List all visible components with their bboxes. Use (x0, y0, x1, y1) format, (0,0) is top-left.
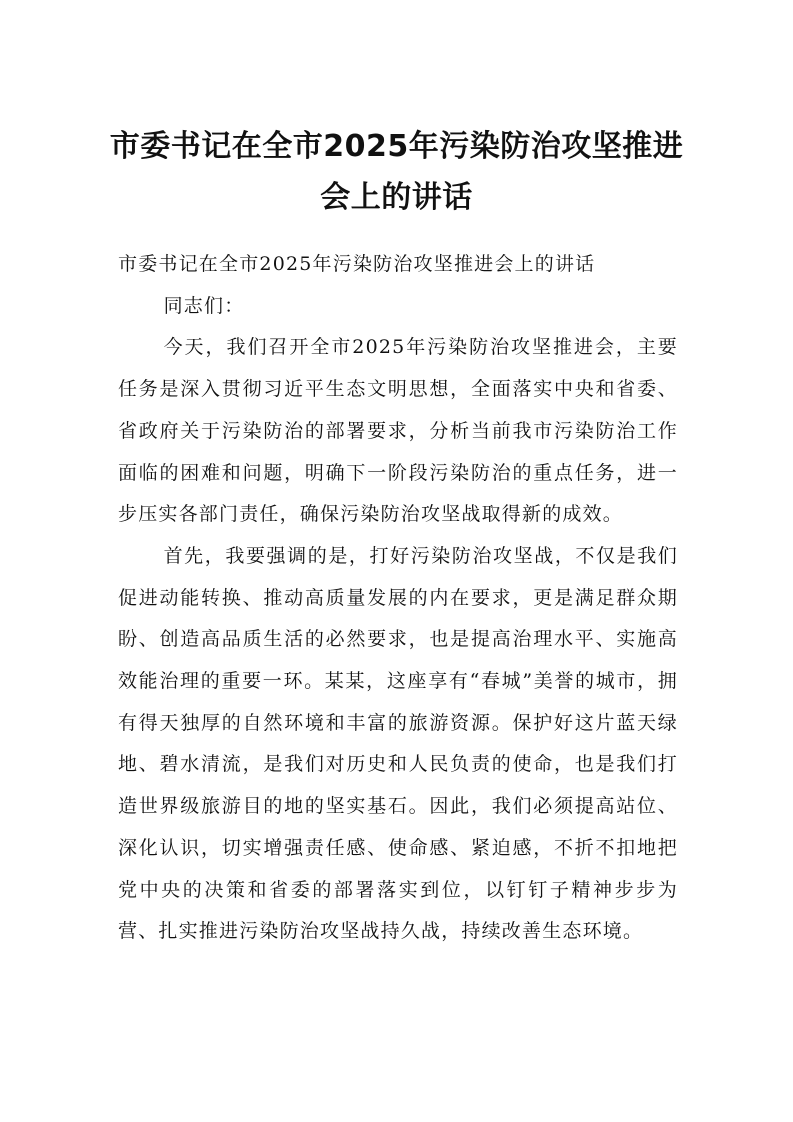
page-title-line-2: 会上的讲话 (320, 180, 473, 215)
subtitle-paragraph: 市委书记在全市2025年污染防治攻坚推进会上的讲话 (118, 253, 596, 275)
body-paragraph: 首先，我要强调的是，打好污染防治攻坚战，不仅是我们促进动能转换、推动高质量发展的内在要求，更是满足群众期盼、创造高品质生活的必然要求，也是提高治理水平、实施高效能治理的重要一环。某某，这座享有“春城”美誉的城市，拥有得天独厚的自然环境和丰富的旅游资源。保护好这片蓝天绿地、碧水清流，是我们对历史和人民负责的使命，也是我们打造世界级旅游目的地的坚实基石。因此，我们必须提高站位、深化认识，切实增强责任感、使命感、紧迫感，不折不扣地把党中央的决策和省委的部署落实到位，以钉钉子精神步步为营、扎实推进污染防治攻坚战持久战，持续改善生态环境。 (118, 544, 678, 943)
page-title-line-1: 市委书记在全市2025年污染防治攻坚推进 (109, 129, 684, 164)
page-title (100, 121, 693, 223)
document-body (118, 244, 678, 953)
body-paragraph: 今天，我们召开全市2025年污染防治攻坚推进会，主要任务是深入贯彻习近平生态文明思想，全面落实中央和省委、省政府关于污染防治的部署要求，分析当前我市污染防治工作面临的困难和问题，明确下一阶段污染防治的重点任务，进一步压实各部门责任，确保污染防治攻坚战取得新的成效。 (118, 336, 678, 526)
salutation-paragraph: 同志们： (163, 294, 245, 317)
